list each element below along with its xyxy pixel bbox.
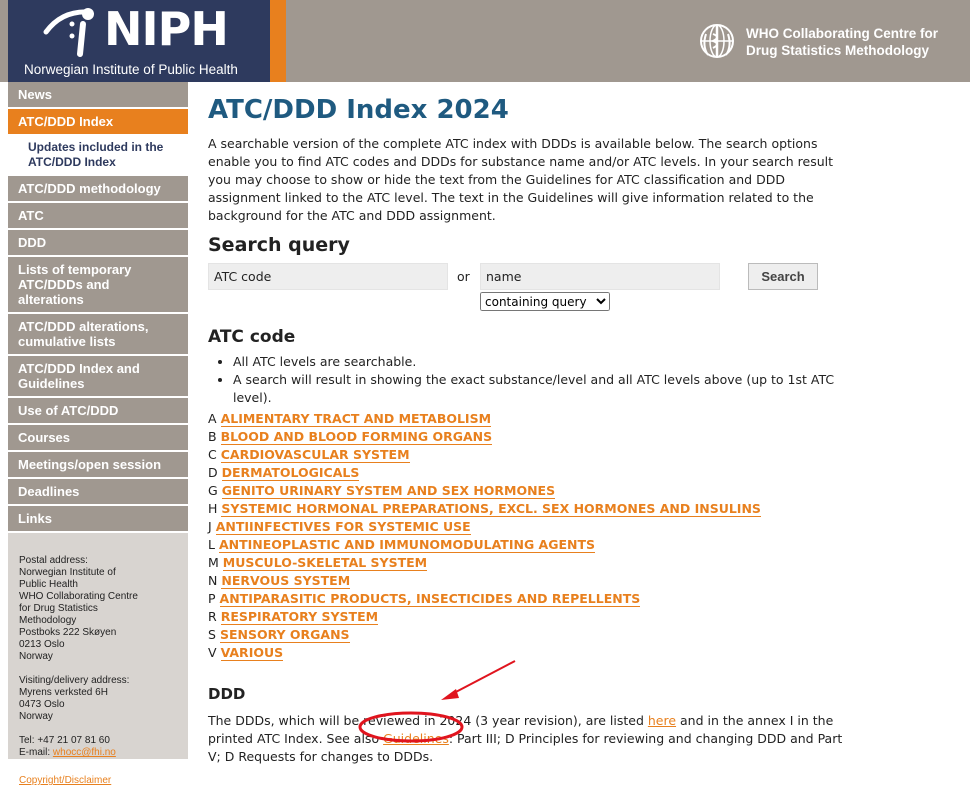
sidebar-item-deadlines[interactable]: Deadlines [8, 479, 188, 506]
who-title [746, 25, 976, 59]
atc-group-row [208, 554, 848, 572]
search-button[interactable]: Search [748, 263, 818, 290]
sidebar-item-atc-ddd-methodology[interactable]: ATC/DDD methodology [8, 176, 188, 203]
ddd-text-part: The DDDs, which will be reviewed in 2024 (3 year revision), are listed [208, 713, 648, 728]
atc-group-row [208, 536, 848, 554]
atc-group-row [208, 464, 848, 482]
atc-group-link[interactable]: ANTIINFECTIVES FOR SYSTEMIC USE [215, 519, 471, 534]
sidebar-item-meetings-open-session[interactable]: Meetings/open session [8, 452, 188, 479]
atc-group-row [208, 572, 848, 590]
email-link[interactable]: whocc@fhi.no [52, 747, 116, 758]
atc-group-link[interactable]: NERVOUS SYSTEM [221, 573, 351, 588]
atc-group-link[interactable]: ALIMENTARY TRACT AND METABOLISM [220, 411, 492, 426]
sidebar-item-atc-ddd-alterations-cumulative-lists[interactable]: ATC/DDD alterations, cumulative lists [8, 314, 188, 356]
here-link[interactable]: here [647, 713, 677, 728]
atc-group-letter: B [208, 429, 217, 444]
atc-group-link[interactable]: BLOOD AND BLOOD FORMING ORGANS [220, 429, 493, 444]
sidebar-item-links[interactable]: Links [8, 506, 188, 533]
main-content [208, 95, 848, 766]
atc-bullets [208, 353, 848, 407]
ddd-text-part: : Part III; D Principles for reviewing and changing DDD and Part V; D Requests for changes to DDDs. [208, 731, 843, 764]
atc-group-link[interactable]: MUSCULO-SKELETAL SYSTEM [222, 555, 428, 570]
who-emblem-icon [698, 22, 736, 60]
sidebar-item-ddd[interactable]: DDD [8, 230, 188, 257]
phone: Tel: +47 21 07 81 60 [19, 735, 110, 746]
atc-group-link[interactable]: ANTINEOPLASTIC AND IMMUNOMODULATING AGENTS [218, 537, 596, 552]
sidebar-item-atc[interactable]: ATC [8, 203, 188, 230]
header-accent-bar [270, 0, 286, 82]
atc-group-letter: V [208, 645, 217, 660]
sidebar-item-lists-of-temporary-atc-ddds-and-alterations[interactable]: Lists of temporary ATC/DDDs and alterations [8, 257, 188, 314]
atc-group-link[interactable]: ANTIPARASITIC PRODUCTS, INSECTICIDES AND REPELLENTS [219, 591, 641, 606]
atc-code-input[interactable] [208, 263, 448, 290]
atc-group-link[interactable]: SENSORY ORGANS [219, 627, 350, 642]
search-heading: Search query [208, 234, 350, 256]
sidebar-item-atc-ddd-index[interactable]: ATC/DDD Index [8, 109, 188, 136]
niph-logo[interactable] [8, 0, 270, 82]
atc-group-row [208, 518, 848, 536]
atc-code-heading: ATC code [208, 327, 296, 347]
sidebar-nav [8, 82, 188, 533]
atc-group-link[interactable]: SYSTEMIC HORMONAL PREPARATIONS, EXCL. SEX HORMONES AND INSULINS [221, 501, 761, 516]
niph-figure-icon [42, 4, 104, 58]
atc-group-letter: P [208, 591, 216, 606]
email-label: E-mail: [19, 747, 53, 758]
logo-text: NIPH [104, 2, 228, 56]
atc-group-letter: J [208, 519, 212, 534]
atc-group-row [208, 608, 848, 626]
ddd-text-part: and in the annex I in the printed ATC Index. See also [208, 713, 834, 746]
search-form [208, 263, 848, 325]
who-title-line2: Drug Statistics Methodology [746, 43, 930, 58]
atc-group-link[interactable]: GENITO URINARY SYSTEM AND SEX HORMONES [221, 483, 556, 498]
bullet-item: • All ATC levels are searchable. [233, 353, 848, 371]
page-title: ATC/DDD Index 2024 [208, 95, 509, 125]
sidebar [8, 82, 188, 786]
sidebar-item-news[interactable]: News [8, 82, 188, 109]
logo-subtitle: Norwegian Institute of Public Health [24, 62, 238, 77]
intro-text: A searchable version of the complete ATC index with DDDs is available below. The search options enable you to find ATC codes and DDDs for substance name and/or ATC levels. In your search result you may choose to show or hide the text from the Guidelines for ATC classification and DDD assignment linked to the ATC level. The text in the Guidelines will give information related to the background for the ATC and DDD assignment. [208, 136, 834, 223]
atc-group-link[interactable]: VARIOUS [220, 645, 284, 660]
atc-group-letter: H [208, 501, 218, 516]
bullet-item: • A search will result in showing the exact substance/level and all ATC levels above (up to 1st ATC level). [233, 371, 848, 407]
atc-group-letter: R [208, 609, 217, 624]
postal-address: Postal address: Norwegian Institute of Public Health WHO Collaborating Centre for Drug Statistics Methodology Postboks 222 Skøyen 0213 Oslo Norway [19, 555, 138, 662]
ddd-heading: DDD [208, 685, 246, 703]
guidelines-link[interactable]: Guidelines [383, 731, 449, 746]
email-line [19, 747, 178, 759]
contact-info [8, 533, 188, 787]
site-header [0, 0, 970, 82]
atc-group-letter: A [208, 411, 217, 426]
atc-group-letter: M [208, 555, 219, 570]
who-title-line1: WHO Collaborating Centre for [746, 26, 938, 41]
atc-group-list [208, 410, 848, 662]
or-label: or [457, 269, 470, 284]
atc-group-letter: D [208, 465, 218, 480]
atc-group-row [208, 500, 848, 518]
atc-group-link[interactable]: RESPIRATORY SYSTEM [220, 609, 379, 624]
ddd-text [208, 712, 848, 766]
copyright-link[interactable]: Copyright/Disclaimer [19, 775, 112, 786]
match-type-select[interactable] [480, 292, 610, 311]
atc-group-row [208, 428, 848, 446]
atc-group-row [208, 446, 848, 464]
atc-group-letter: L [208, 537, 215, 552]
atc-group-letter: G [208, 483, 218, 498]
atc-group-letter: S [208, 627, 216, 642]
atc-group-row [208, 626, 848, 644]
visiting-address: Visiting/delivery address: Myrens verksted 6H 0473 Oslo Norway [19, 675, 130, 722]
atc-group-row [208, 590, 848, 608]
sidebar-item-use-of-atc-ddd[interactable]: Use of ATC/DDD [8, 398, 188, 425]
sidebar-item-updates-included-in-the-atc-ddd-index[interactable]: Updates included in the ATC/DDD Index [8, 136, 188, 176]
atc-group-link[interactable]: CARDIOVASCULAR SYSTEM [220, 447, 410, 462]
sidebar-item-courses[interactable]: Courses [8, 425, 188, 452]
name-input[interactable] [480, 263, 720, 290]
atc-group-link[interactable]: DERMATOLOGICALS [221, 465, 360, 480]
atc-group-row [208, 644, 848, 662]
atc-group-letter: C [208, 447, 217, 462]
atc-group-letter: N [208, 573, 218, 588]
atc-group-row [208, 482, 848, 500]
sidebar-item-atc-ddd-index-and-guidelines[interactable]: ATC/DDD Index and Guidelines [8, 356, 188, 398]
atc-group-row [208, 410, 848, 428]
